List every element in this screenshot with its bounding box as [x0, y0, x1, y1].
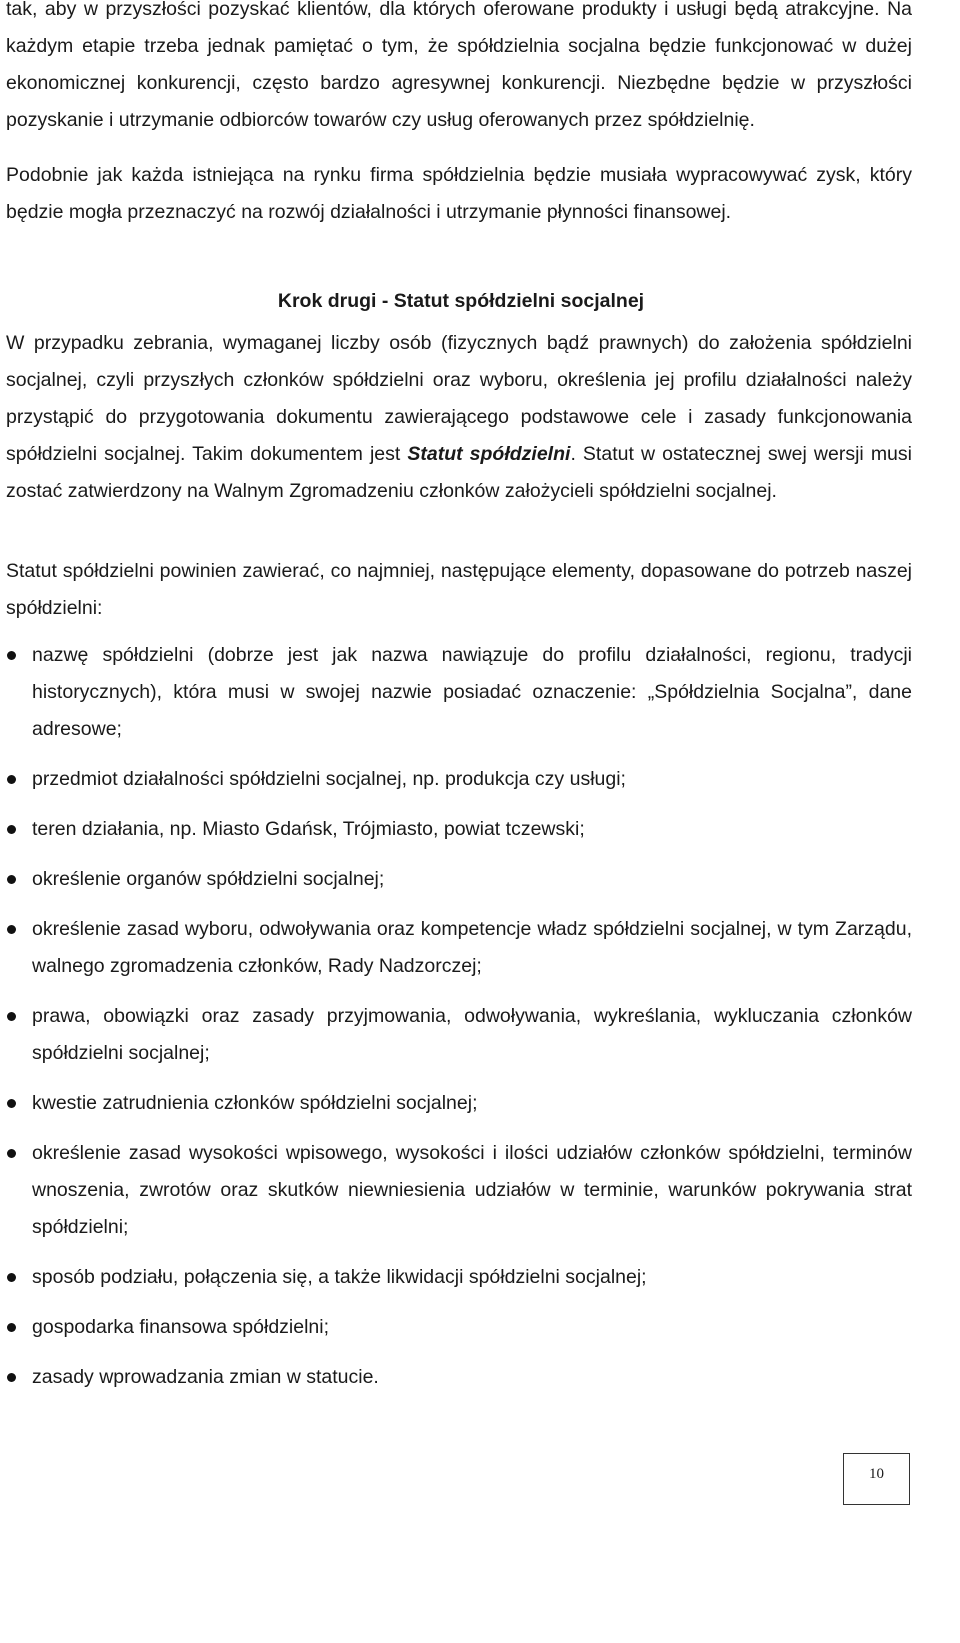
paragraph-profit: Podobnie jak każda istniejąca na rynku firma spółdzielnia będzie musiała wypracowywać zysk, który będzie mogła przeznaczyć na rozwój działalności i utrzymanie płynności finansowej.: [6, 164, 912, 223]
bullet-icon: [7, 1373, 16, 1382]
list-item: [0, 811, 912, 848]
bullet-icon: [7, 1273, 16, 1282]
list-item: [0, 1359, 912, 1396]
list-item-text: sposób podziału, połączenia się, a także likwidacji spółdzielni socjalnej;: [32, 1266, 647, 1288]
bullet-icon: [7, 775, 16, 784]
statute-intro-text: W przypadku zebrania, wymaganej liczby osób (fizycznych bądź prawnych) do założenia spółdzielni socjalnej, czyli przyszłych członków spółdzielni oraz wyboru, określenia jej profilu działalności należy przystąpić do przygotowania dokumentu zawierającego podstawowe cele i zasady funkcjonowania spółdzielni socjalnej. Takim dokumentem jest: [6, 332, 912, 465]
list-item: [0, 861, 912, 898]
list-item: [0, 637, 912, 748]
paragraph-statute-intro: [6, 325, 912, 510]
bullet-icon: [7, 825, 16, 834]
list-item-text: przedmiot działalności spółdzielni socjalnej, np. produkcja czy usługi;: [32, 768, 626, 790]
page-number: 10: [869, 1466, 884, 1482]
page-number-box: [843, 1453, 910, 1505]
statute-outro-text: . Statut w ostatecznej swej wersji musi zostać zatwierdzony na Walnym Zgromadzeniu członków założycieli spółdzielni socjalnej.: [6, 443, 912, 502]
list-item: [0, 1309, 912, 1346]
list-item-text: określenie organów spółdzielni socjalnej;: [32, 868, 385, 890]
list-item: [0, 911, 912, 985]
list-item-text: gospodarka finansowa spółdzielni;: [32, 1316, 330, 1338]
list-item-text: prawa, obowiązki oraz zasady przyjmowania, odwoływania, wykreślania, wykluczania członków spółdzielni socjalnej;: [32, 1005, 912, 1064]
bullet-icon: [7, 1149, 16, 1158]
list-item-text: teren działania, np. Miasto Gdańsk, Trójmiasto, powiat tczewski;: [32, 818, 585, 840]
bullet-icon: [7, 875, 16, 884]
list-item: [0, 1259, 912, 1296]
list-item-text: nazwę spółdzielni (dobrze jest jak nazwa nawiązuje do profilu działalności, regionu, tradycji historycznych), która musi w swojej nazwie posiadać oznaczenie: „Spółdzielnia Socjalna”, dane adresowe;: [32, 644, 912, 740]
section-heading: Krok drugi - Statut spółdzielni socjalnej: [277, 290, 645, 312]
bullet-icon: [7, 1099, 16, 1108]
list-item: [0, 998, 912, 1072]
bullet-icon: [7, 1323, 16, 1332]
list-item: [0, 761, 912, 798]
paragraph-statute-elements: Statut spółdzielni powinien zawierać, co najmniej, następujące elementy, dopasowane do potrzeb naszej spółdzielni:: [6, 560, 912, 619]
bullet-icon: [7, 925, 16, 934]
list-item-text: kwestie zatrudnienia członków spółdzielni socjalnej;: [32, 1092, 478, 1114]
paragraph-lead: tak, aby w przyszłości pozyskać klientów, dla których oferowane produkty i usługi będą atrakcyjne. Na każdym etapie trzeba jednak pamiętać o tym, że spółdzielnia socjalna będzie funkcjonować w dużej ekonomicznej konkurencji, często bardzo agresywnej konkurencji. Niezbędne będzie w przyszłości pozyskanie i utrzymanie odbiorców towarów czy usług oferowanych przez spółdzielnię.: [6, 0, 912, 131]
list-item-text: zasady wprowadzania zmian w statucie.: [32, 1366, 379, 1388]
statute-elements-list: [0, 637, 912, 1409]
list-item-text: określenie zasad wyboru, odwoływania oraz kompetencje władz spółdzielni socjalnej, w tym Zarządu, walnego zgromadzenia członków, Rady Nadzorczej;: [32, 918, 912, 977]
bullet-icon: [7, 651, 16, 660]
list-item: [0, 1085, 912, 1122]
list-item: [0, 1135, 912, 1246]
list-item-text: określenie zasad wysokości wpisowego, wysokości i ilości udziałów członków spółdzielni, terminów wnoszenia, zwrotów oraz skutków niewniesienia udziałów w terminie, warunków pokrywania strat spółdzielni;: [32, 1142, 912, 1238]
bullet-icon: [7, 1012, 16, 1021]
statute-emphasis: Statut spółdzielni: [407, 443, 571, 465]
